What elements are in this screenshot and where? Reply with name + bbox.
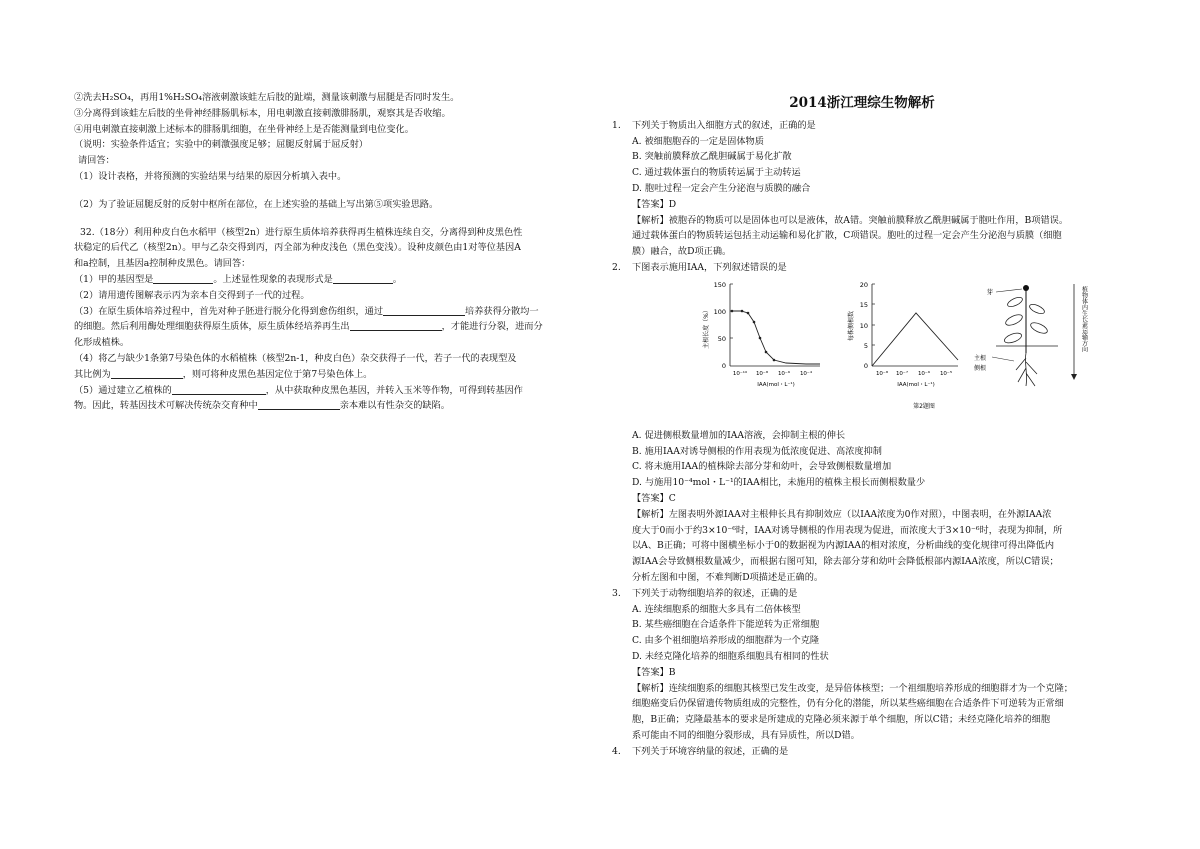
chart-main-root [702, 281, 820, 388]
c1-ytick: 0 [721, 361, 726, 370]
q32-intro-2: 状稳定的后代乙（核型2n）。甲与乙杂交得到丙，丙全部为种皮浅色（黑色变浅）。设种皮颜色由1对等位基因A [74, 242, 521, 254]
leaf-icon [1028, 302, 1045, 315]
bud-icon [1023, 285, 1029, 291]
q1-option-b: B. 突触前膜释放乙酰胆碱属于易化扩散 [632, 151, 792, 163]
q32-part5-b: 物。因此，转基因技术可解决传统杂交育种中 亲本难以有性杂交的缺陷。 [74, 400, 450, 412]
answer-blank [333, 272, 393, 284]
q3-analysis-1: 【解析】连续细胞系的细胞其核型已发生改变，是异倍体核型；一个祖细胞培养形成的细胞群才为一个克隆； [632, 682, 1073, 694]
bud-label: 芽 [986, 287, 993, 296]
q32-intro-1: 32.（18分）利用种皮白色水稻甲（核型2n）进行原生质体培养获得再生植株连续自交，分离得到种皮黑色性 [80, 226, 523, 238]
note: （说明：实验条件适宜；实验中的刺激强度足够；屈腿反射属于屈反射） [74, 139, 368, 151]
c1-curve [730, 311, 820, 364]
c1-xlabel: IAA(mol・L⁻¹) [757, 381, 795, 388]
right-column [612, 94, 1142, 760]
c2-ytick: 10 [859, 321, 868, 330]
q3-option-d: D. 未经克隆化培养的细胞系细胞具有相同的性状 [632, 650, 829, 662]
q1-option-d: D. 胞吐过程一定会产生分泌泡与质膜的融合 [632, 182, 811, 194]
plant-diagram [974, 284, 1088, 386]
q4-stem: 4. 下列关于环境容纳量的叙述，正确的是 [612, 745, 789, 757]
q1-option-a: A. 被细胞胞吞的一定是固体物质 [632, 135, 764, 147]
c1-ytick: 150 [713, 280, 726, 289]
q32-part4-b: 其比例为 ，则可将种皮黑色基因定位于第7号染色体上。 [74, 368, 373, 380]
root-icon [1016, 353, 1037, 386]
c1-xtick: 10⁻⁶ [777, 370, 791, 377]
q2-analysis-3: 以A、B正确；可将中图横坐标小于0的数据视为内源IAA的相对浓度，分析曲线的变化规律可得出降低内 [632, 540, 1055, 552]
q3-option-b: B. 某些癌细胞在合适条件下能逆转为正常细胞 [632, 619, 820, 631]
answer-blank [383, 304, 465, 316]
q1-stem: 1. 下列关于物质出入细胞方式的叙述，正确的是 [612, 119, 816, 131]
q1-analysis-3: 膜）融合，故D项正确。 [632, 246, 732, 258]
c1-xtick: 10⁻¹⁰ [732, 370, 748, 377]
q31-part2: （2）为了验证屈腿反射的反射中枢所在部位，在上述实验的基础上写出第⑤项实验思路。 [74, 198, 439, 210]
answer-blank [350, 319, 442, 331]
q3-option-a: A. 连续细胞系的细胞大多具有二倍体核型 [632, 603, 801, 615]
q2-analysis-5: 分析左图和中图，不难判断D项描述是正确的。 [632, 571, 824, 583]
transport-direction-label: 植物体内生长素运输方向 [1080, 285, 1088, 352]
please-answer: 请回答： [78, 155, 115, 167]
q32-part3-a: （3）在原生质体培养过程中，首先对种子胚进行脱分化得到愈伤组织，通过 培养获得分散均一 [74, 305, 539, 317]
leaf-icon [1029, 320, 1049, 335]
leaf-icon [1004, 312, 1024, 327]
q32-part3-b: 的细胞。然后利用酶处理细胞获得原生质体，原生质体经培养再生出 ，才能进行分裂，进而分 [74, 321, 543, 333]
c2-curve [872, 313, 958, 366]
leaf-icon [1003, 331, 1023, 345]
c2-ytick: 5 [863, 341, 868, 350]
leaf-icon [1006, 295, 1023, 308]
answer-blank [111, 367, 183, 379]
q3-analysis-2: 细胞癌变后仍保留遗传物质组成的完整性，仍有分化的潜能，所以某些癌细胞在合适条件下可逆转为正常细 [632, 698, 1064, 710]
q2-option-b: B. 施用IAA对诱导侧根的作用表现为低浓度促进、高浓度抑制 [632, 445, 882, 457]
step-3: ③分离得到该蛙左后肢的坐骨神经腓肠肌标本，用电刺激直接刺激腓肠肌，观察其是否收缩。 [74, 107, 451, 119]
q2-stem: 2. 下图表示施用IAA，下列叙述错误的是 [612, 261, 787, 273]
chart-lateral-roots [847, 281, 958, 388]
c2-ylabel: 每株侧根数 [848, 310, 855, 341]
c2-ytick: 20 [859, 280, 868, 289]
c2-xtick: 10⁻⁵ [939, 370, 953, 377]
q3-analysis-4: 系可能由不同的细胞分裂形成，具有异质性，所以D错。 [632, 729, 860, 741]
q2-analysis-1: 【解析】左图表明外源IAA对主根伸长具有抑制效应（以IAA浓度为0作对照），中图表明，在外源IAA浓 [632, 508, 1052, 520]
c2-ytick: 0 [863, 361, 868, 370]
c2-xlabel: IAA(mol・L⁻¹) [897, 381, 935, 388]
q2-option-a: A. 促进侧根数量增加的IAA溶液，会抑制主根的伸长 [632, 429, 846, 441]
c2-ytick: 15 [859, 300, 868, 309]
q32-intro-3: 和a控制，且基因a控制种皮黑色。请回答： [74, 258, 251, 270]
q3-option-c: C. 由多个祖细胞培养形成的细胞群为一个克隆 [632, 635, 820, 647]
c1-ytick: 100 [713, 307, 726, 316]
q2-analysis-2: 度大于0而小于约3×10⁻⁶时，IAA对诱导侧根的作用表现为促进，而浓度大于3×10⁻⁶时，表现为抑制，所 [632, 524, 1063, 536]
c1-xtick: 10⁻⁸ [755, 370, 769, 377]
q32-part1: （1）甲的基因型是 。上述显性现象的表现形式是 。 [74, 273, 402, 285]
q1-analysis-2: 通过载体蛋白的物质转运包括主动运输和易化扩散，C项错误。胞吐的过程一定会产生分泌泡与质膜（细胞 [632, 230, 1062, 242]
c2-xtick: 10⁻⁷ [895, 370, 909, 377]
c1-ylabel: 主根长度（%） [703, 306, 710, 349]
q2-figure [612, 278, 1142, 428]
q31-part1: （1）设计表格，并将预测的实验结果与结果的原因分析填入表中。 [74, 170, 347, 182]
q2-figure-svg [696, 278, 1136, 428]
c1-xtick: 10⁻⁴ [799, 370, 813, 377]
figure-caption: 第2题图 [913, 402, 935, 410]
q2-option-d: D. 与施用10⁻⁴mol・L⁻¹的IAA相比，未施用的植株主根长而侧根数量少 [632, 477, 926, 489]
answer-blank [153, 272, 213, 284]
q1-option-c: C. 通过载体蛋白的物质转运属于主动转运 [632, 167, 801, 179]
step-4: ④用电刺激直接刺激上述标本的腓肠肌细胞，在坐骨神经上是否能测量到电位变化。 [74, 123, 414, 135]
q32-part3-c: 化形成植株。 [74, 337, 130, 349]
step-2: ②洗去H₂SO₄，再用1%H₂SO₄溶液刺激该蛙左后肢的趾端，测量该刺激与屈腿是否同时发生。 [74, 92, 460, 103]
q3-answer: 【答案】B [632, 666, 676, 678]
q1-analysis-1: 【解析】被胞吞的物质可以是固体也可以是液体，故A错。突触前膜释放乙酰胆碱属于胞吐作用，B项错误。 [632, 214, 1069, 226]
q2-answer: 【答案】C [632, 492, 676, 504]
answer-blank [258, 398, 340, 410]
c1-ytick: 50 [717, 334, 726, 343]
q32-part5-a: （5）通过建立乙植株的 ，从中获取种皮黑色基因，并转入玉米等作物，可得到转基因作 [74, 384, 523, 396]
q32-part4-a: （4）将乙与缺少1条第7号染色体的水稻植株（核型2n-1，种皮白色）杂交获得子一代，若子一代的表现型及 [74, 352, 517, 364]
c2-xtick: 10⁻⁶ [917, 370, 931, 377]
q2-analysis-4: 源IAA会导致侧根数量减少，而根据右图可知，除去部分芽和幼叶会降低根部内源IAA浓度，所以C错误； [632, 556, 1059, 568]
q32-part2: （2）请用遗传图解表示丙为亲本自交得到子一代的过程。 [74, 289, 310, 301]
q1-answer: 【答案】D [632, 198, 677, 210]
left-column [74, 90, 594, 414]
q3-analysis-3: 胞，B正确；克隆最基本的要求是所建成的克隆必须来源于单个细胞，所以C错；未经克隆化培养的细胞 [632, 714, 1051, 726]
answer-blank [172, 383, 266, 395]
q3-stem: 3. 下列关于动物细胞培养的叙述，正确的是 [612, 587, 798, 599]
c2-xtick: 10⁻⁸ [875, 370, 889, 377]
main-root-label: 主根 [974, 354, 987, 362]
lateral-root-label: 侧根 [974, 364, 987, 372]
page-title: 2014浙江理综生物解析 [789, 95, 935, 111]
q2-option-c: C. 将未施用IAA的植株除去部分芽和幼叶，会导致侧根数量增加 [632, 461, 892, 473]
